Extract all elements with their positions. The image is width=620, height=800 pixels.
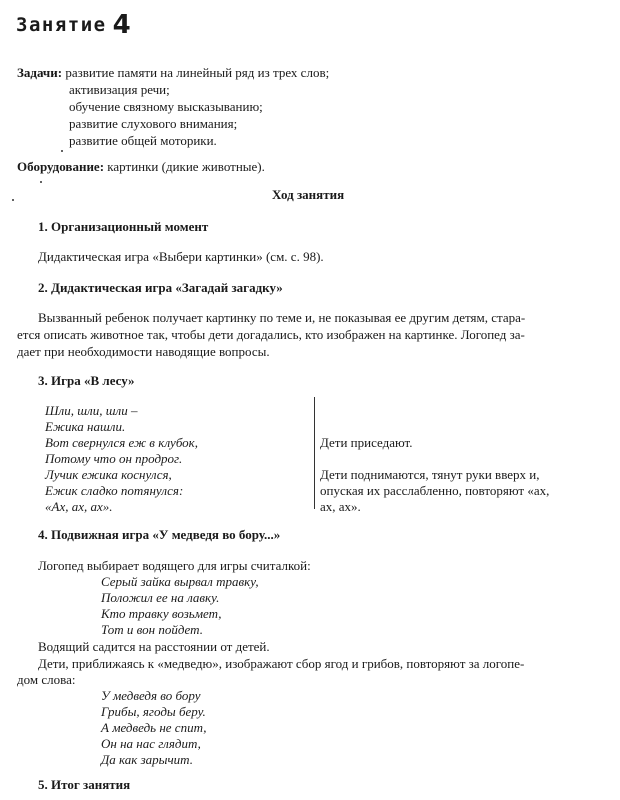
- section-2-line: Вызванный ребенок получает картинку по теме и, не показывая ее другим детям, стара-: [38, 310, 526, 325]
- section-4-line: Водящий садится на расстоянии от детей.: [38, 639, 270, 654]
- task-item: развитие общей моторики.: [69, 133, 217, 148]
- column-divider: [314, 397, 315, 509]
- poem-line: «Ах, ах, ах».: [45, 499, 113, 514]
- task-item: обучение связному высказыванию;: [69, 99, 263, 114]
- poem-line: Ежик сладко потянулся:: [45, 483, 184, 498]
- lesson-title-word: Занятие: [16, 14, 107, 36]
- section-1-heading: 1. Организационный момент: [38, 219, 209, 234]
- rhyme-line: А медведь не спит,: [101, 720, 207, 735]
- print-speck: [40, 181, 42, 183]
- poem-line: Шли, шли, шли –: [45, 403, 138, 418]
- action-line: опуская их расслабленно, повторяют «ах,: [320, 483, 550, 498]
- print-speck: [12, 199, 14, 201]
- tasks-block: [17, 64, 329, 81]
- equipment-line: [17, 158, 265, 175]
- rhyme-line: У медведя во бору: [101, 688, 201, 703]
- task-item: активизация речи;: [69, 82, 170, 97]
- task-item: развитие слухового внимания;: [69, 116, 238, 131]
- section-4-heading: 4. Подвижная игра «У медведя во бору...»: [38, 527, 281, 542]
- lesson-number: 4: [112, 10, 131, 40]
- section-4-para-line: дом слова:: [17, 672, 76, 687]
- action-line: Дети поднимаются, тянут руки вверх и,: [320, 467, 540, 482]
- rhyme-line: Положил ее на лавку.: [101, 590, 220, 605]
- section-5-heading: 5. Итог занятия: [38, 777, 131, 792]
- action-line: ах, ах».: [320, 499, 361, 514]
- section-2-line: дает при необходимости наводящие вопросы.: [17, 344, 270, 359]
- action-line: Дети приседают.: [320, 435, 413, 450]
- rhyme-line: Серый зайка вырвал травку,: [101, 574, 259, 589]
- print-speck: [61, 150, 63, 152]
- lesson-title: [16, 10, 131, 40]
- poem-line: Потому что он продрог.: [45, 451, 183, 466]
- section-2-heading: 2. Дидактическая игра «Загадай загадку»: [38, 280, 283, 295]
- section-2-line: ется описать животное так, чтобы дети догадались, кто изображен на картинке. Логопед за-: [17, 327, 525, 342]
- section-4-para-line: Дети, приближаясь к «медведю», изображают сбор ягод и грибов, повторяют за логопе-: [38, 656, 525, 671]
- poem-line: Вот свернулся еж в клубок,: [45, 435, 199, 450]
- lesson-progress-heading: Ход занятия: [272, 187, 345, 202]
- equipment-text: картинки (дикие животные).: [107, 159, 265, 174]
- section-4-intro: Логопед выбирает водящего для игры считалкой:: [38, 558, 311, 573]
- rhyme-line: Кто травку возьмет,: [101, 606, 222, 621]
- poem-line: Ежика нашли.: [45, 419, 126, 434]
- rhyme-line: Грибы, ягоды беру.: [101, 704, 206, 719]
- poem-line: Лучик ежика коснулся,: [45, 467, 172, 482]
- tasks-label: Задачи:: [17, 65, 63, 80]
- task-item: развитие памяти на линейный ряд из трех слов;: [65, 65, 330, 80]
- rhyme-line: Он на нас глядит,: [101, 736, 201, 751]
- rhyme-line: Да как зарычит.: [101, 752, 193, 767]
- section-1-text: Дидактическая игра «Выбери картинки» (см. с. 98).: [38, 249, 324, 264]
- section-3-heading: 3. Игра «В лесу»: [38, 373, 135, 388]
- rhyme-line: Тот и вон пойдет.: [101, 622, 203, 637]
- equipment-label: Оборудование:: [17, 159, 105, 174]
